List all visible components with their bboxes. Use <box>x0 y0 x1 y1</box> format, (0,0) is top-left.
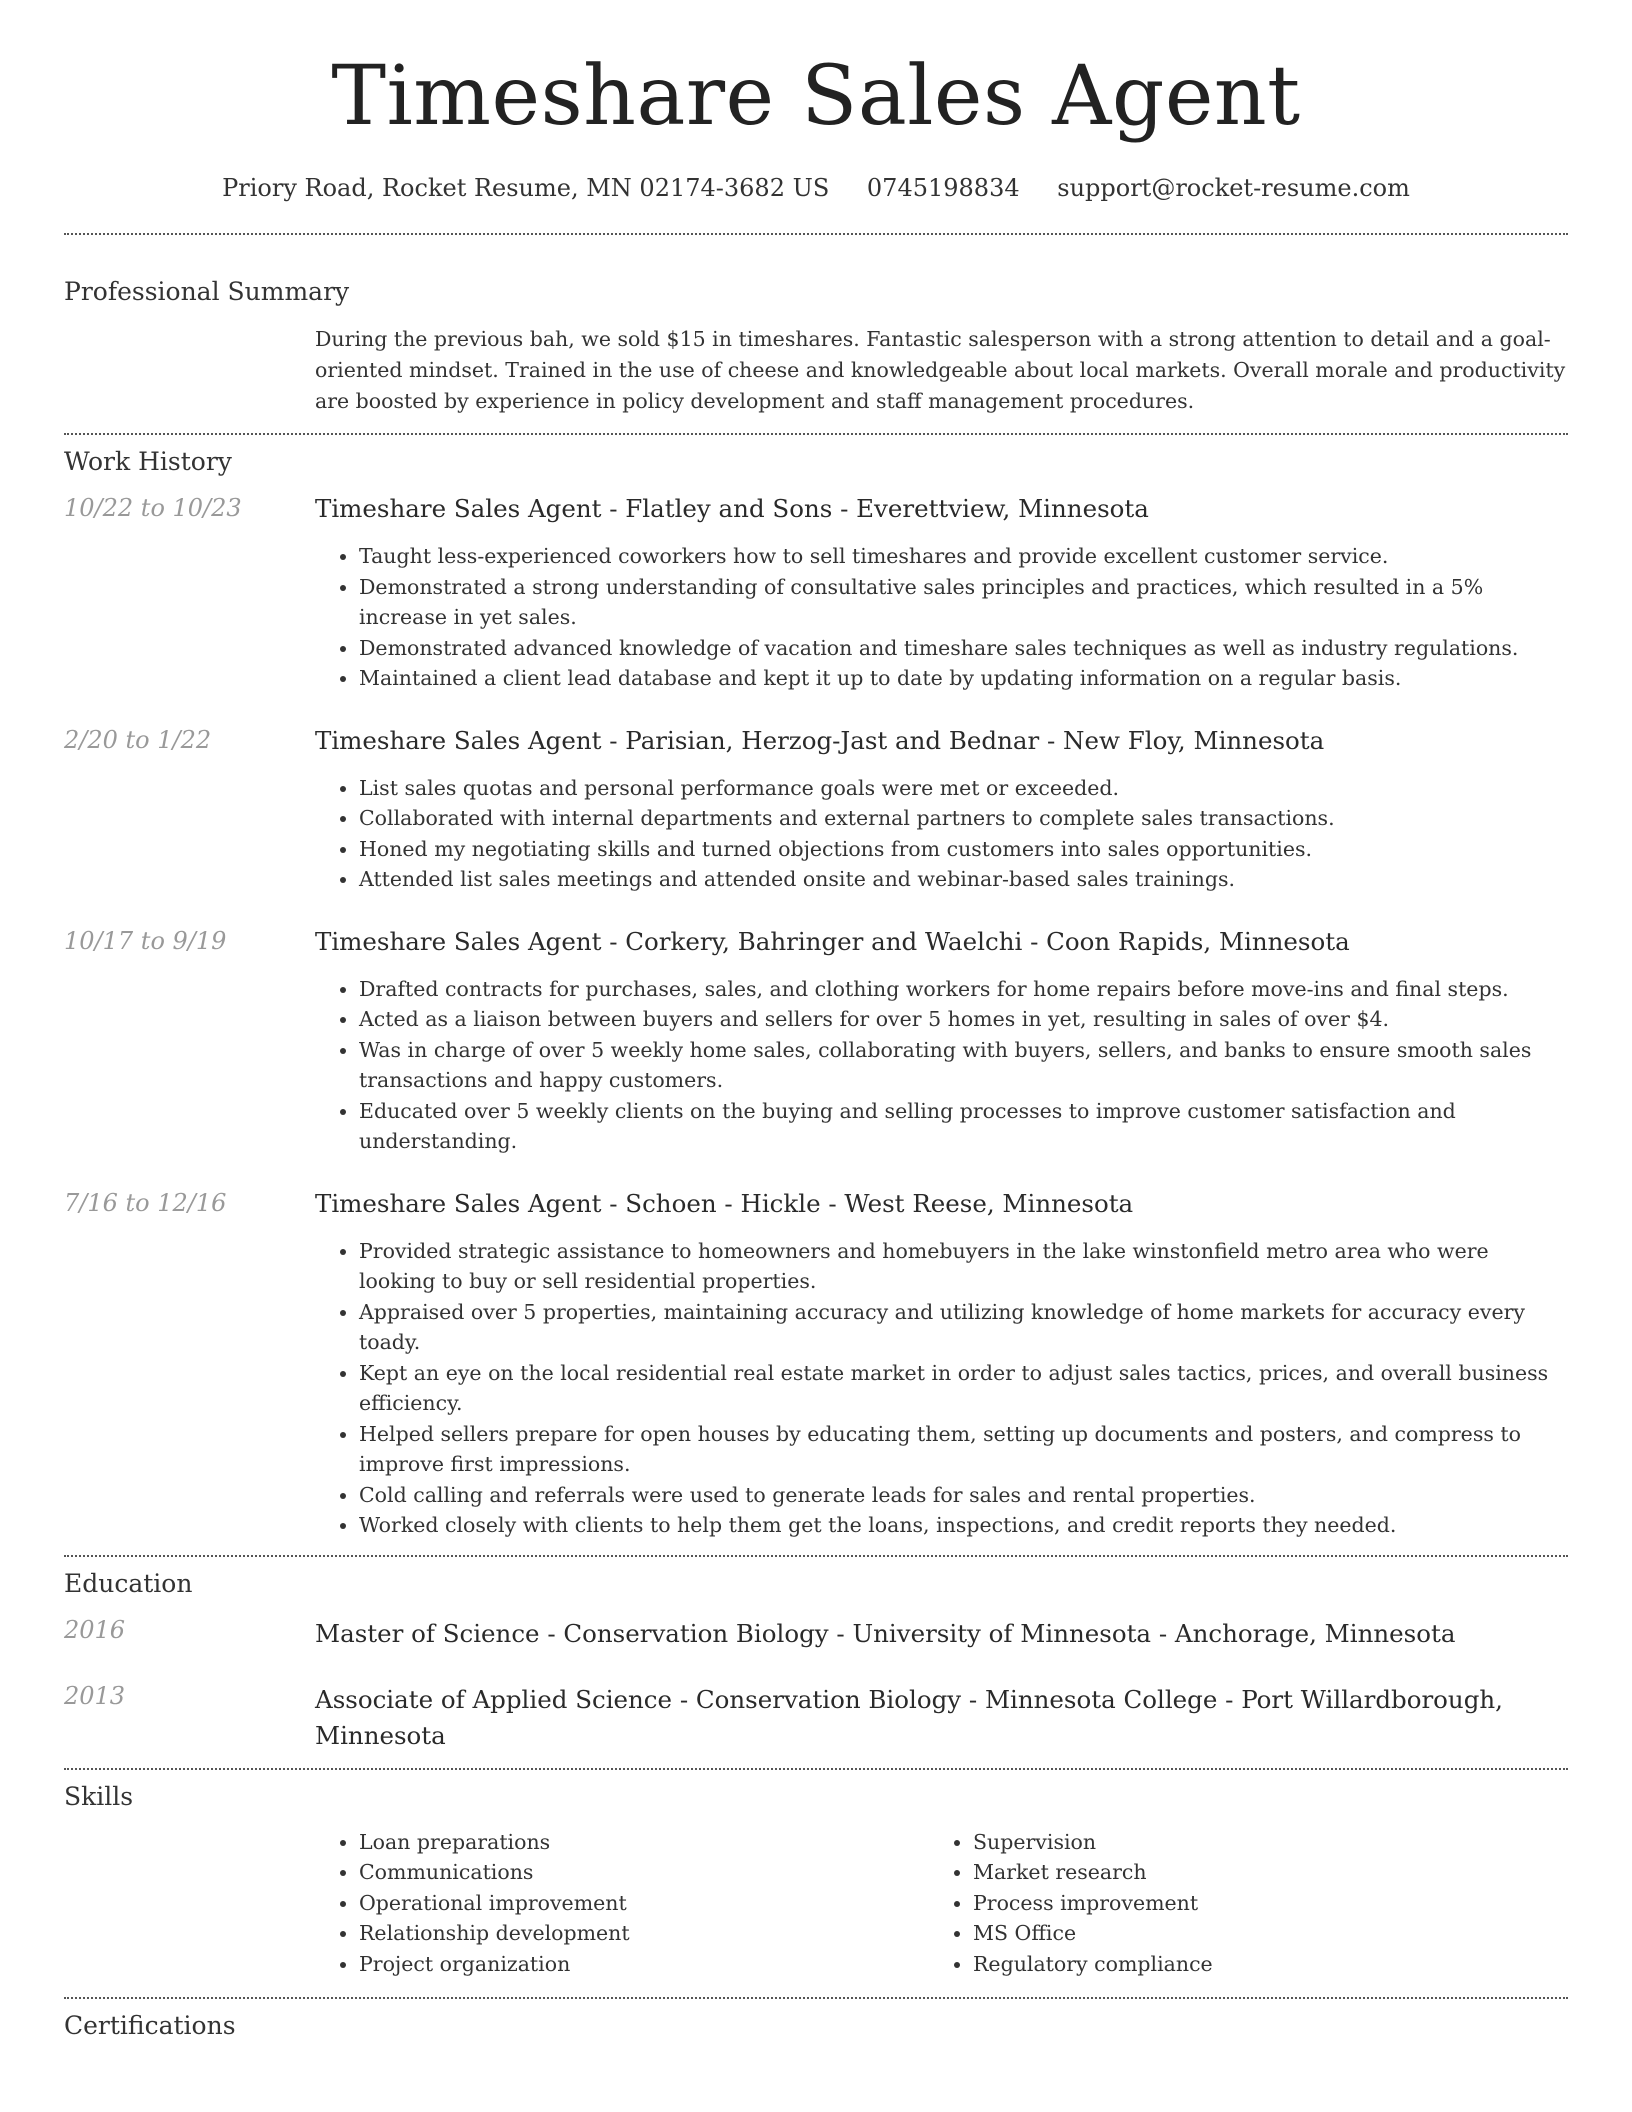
skills-section <box>64 1782 1568 1980</box>
education-section <box>64 1569 1568 1754</box>
job-bullet: • Demonstrated a strong understanding of consultative sales principles and practices, which resulted in a 5% increase in yet sales. <box>359 572 1568 633</box>
divider <box>64 233 1568 235</box>
job-bullet: • Honed my negotiating skills and turned objections from customers into sales opportunities. <box>359 834 1568 865</box>
work-history-section <box>64 447 1568 1541</box>
skill-item: • MS Office <box>973 1918 1543 1949</box>
education-heading: Master of Science - Conservation Biology - University of Minnesota - Anchorage, Minnesota <box>315 1618 1456 1648</box>
job-body <box>315 927 1568 1157</box>
contact-line <box>64 174 1568 202</box>
education-year: 2016 <box>64 1615 126 1644</box>
education-body <box>315 1616 1568 1652</box>
job-bullet: • List sales quotas and personal performance goals were met or exceeded. <box>359 773 1568 804</box>
job-dates: 2/20 to 1/22 <box>64 725 212 754</box>
job-heading: Timeshare Sales Agent - Schoen - Hickle - West Reese, Minnesota <box>315 1188 1134 1218</box>
skill-item: • Market research <box>973 1857 1543 1888</box>
summary-text: During the previous bah, we sold $15 in timeshares. Fantastic salesperson with a strong attention to detail and a goal-oriented mindset. Trained in the use of cheese and knowledgeable about local markets. Overall morale and productivity are boosted by experience in policy development and staff management procedures. <box>315 327 1566 413</box>
job-bullet: • Acted as a liaison between buyers and sellers for over 5 homes in yet, resulting in sales of over $4. <box>359 1004 1568 1035</box>
education-entry <box>64 1682 1568 1754</box>
job-heading: Timeshare Sales Agent - Parisian, Herzog-Jast and Bednar - New Floy, Minnesota <box>315 725 1325 755</box>
job-heading: Timeshare Sales Agent - Flatley and Sons - Everettview, Minnesota <box>315 494 1149 523</box>
section-title-work: Work History <box>64 447 232 476</box>
skill-item: • Regulatory compliance <box>973 1949 1543 1980</box>
skill-item: • Loan preparations <box>359 1827 929 1858</box>
skill-item: • Communications <box>359 1857 929 1888</box>
job-bullet: • Maintained a client lead database and kept it up to date by updating information on a regular basis. <box>359 663 1568 694</box>
section-title-certifications: Certifications <box>64 2011 236 2040</box>
section-title-summary: Professional Summary <box>64 277 350 306</box>
resume-page <box>64 0 1568 2040</box>
job-body <box>315 1189 1568 1541</box>
job-bullet: • Drafted contracts for purchases, sales, and clothing workers for home repairs before move-ins and final steps. <box>359 974 1568 1005</box>
skills-list-left <box>315 1827 929 1980</box>
job-entry <box>64 927 1568 1157</box>
education-heading: Associate of Applied Science - Conservation Biology - Minnesota College - Port Willardborough, Minnesota <box>315 1684 1503 1750</box>
section-title-education: Education <box>64 1568 193 1598</box>
job-bullet: • Helped sellers prepare for open houses by educating them, setting up documents and posters, and compress to improve first impressions. <box>359 1419 1568 1480</box>
contact-phone: 0745198834 <box>866 174 1020 202</box>
job-bullets <box>315 773 1568 895</box>
divider <box>64 1768 1568 1770</box>
job-bullet: • Taught less-experienced coworkers how to sell timeshares and provide excellent customer service. <box>359 541 1568 572</box>
job-bullet: • Kept an eye on the local residential real estate market in order to adjust sales tactics, prices, and overall business efficiency. <box>359 1358 1568 1419</box>
job-body <box>315 726 1568 895</box>
job-entry <box>64 494 1568 694</box>
job-body <box>315 494 1568 694</box>
skill-item: • Relationship development <box>359 1918 929 1949</box>
job-bullet: • Worked closely with clients to help them get the loans, inspections, and credit reports they needed. <box>359 1510 1568 1541</box>
job-bullet: • Educated over 5 weekly clients on the buying and selling processes to improve customer satisfaction and understanding. <box>359 1096 1568 1157</box>
section-title-skills: Skills <box>64 1781 134 1811</box>
skills-list-right <box>929 1827 1543 1980</box>
skill-item: • Operational improvement <box>359 1888 929 1919</box>
education-entry <box>64 1616 1568 1652</box>
job-bullet: • Provided strategic assistance to homeowners and homebuyers in the lake winstonfield metro area who were looking to buy or sell residential properties. <box>359 1236 1568 1297</box>
job-bullets <box>315 974 1568 1157</box>
job-entry <box>64 726 1568 895</box>
job-bullets <box>315 541 1568 694</box>
job-bullets <box>315 1236 1568 1541</box>
job-dates: 10/17 to 9/19 <box>64 926 227 955</box>
job-bullet: • Cold calling and referrals were used to generate leads for sales and rental properties. <box>359 1480 1568 1511</box>
education-body <box>315 1682 1568 1754</box>
skill-item: • Process improvement <box>973 1888 1543 1919</box>
job-heading: Timeshare Sales Agent - Corkery, Bahringer and Waelchi - Coon Rapids, Minnesota <box>315 926 1350 956</box>
contact-address: Priory Road, Rocket Resume, MN 02174-3682 US <box>222 174 830 202</box>
job-bullet: • Demonstrated advanced knowledge of vacation and timeshare sales techniques as well as industry regulations. <box>359 633 1568 664</box>
job-entry <box>64 1189 1568 1541</box>
job-dates: 10/22 to 10/23 <box>64 494 242 522</box>
job-bullet: • Was in charge of over 5 weekly home sales, collaborating with buyers, sellers, and banks to ensure smooth sales transactions and happy customers. <box>359 1035 1568 1096</box>
job-bullet: • Collaborated with internal departments and external partners to complete sales transactions. <box>359 803 1568 834</box>
job-dates: 7/16 to 12/16 <box>64 1188 227 1217</box>
skills-columns <box>315 1827 1568 1980</box>
job-bullet: • Appraised over 5 properties, maintaining accuracy and utilizing knowledge of home markets for accuracy every toady. <box>359 1297 1568 1358</box>
skill-item: • Supervision <box>973 1827 1543 1858</box>
education-year: 2013 <box>64 1681 126 1710</box>
job-bullet: • Attended list sales meetings and attended onsite and webinar-based sales trainings. <box>359 864 1568 895</box>
divider <box>64 433 1568 435</box>
divider <box>64 1555 1568 1557</box>
skill-item: • Project organization <box>359 1949 929 1980</box>
resume-title: Timeshare Sales Agent <box>331 49 1301 144</box>
contact-email[interactable]: support@rocket-resume.com <box>1057 174 1410 202</box>
certifications-section <box>64 2011 1568 2040</box>
divider <box>64 1997 1568 1999</box>
summary-section <box>64 277 1568 417</box>
